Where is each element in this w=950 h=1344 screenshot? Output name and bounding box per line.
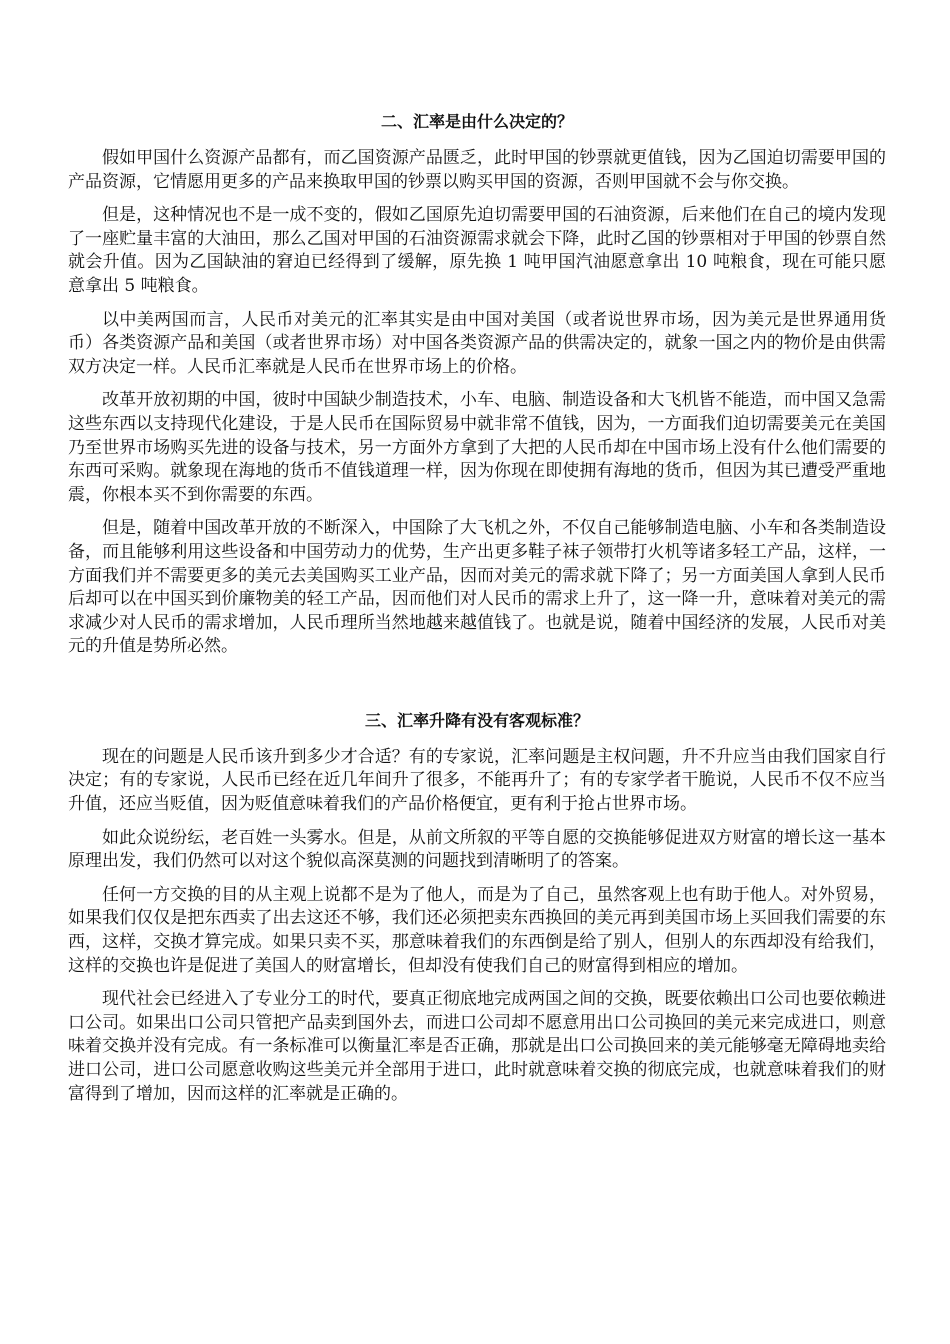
paragraph: 改革开放初期的中国，彼时中国缺少制造技术，小车、电脑、制造设备和大飞机皆不能造，而中国又急需这些东西以支持现代化建设，于是人民币在国际贸易中就非常不值钱，因为，一方面我们迫切需要美元在美国乃至世界市场购买先进的设备与技术，另一方面外方拿到了大把的人民币却在中国市场上没有什么他们需要的东西可采购。就象现在海地的货币不值钱道理一样，因为你现在即使拥有海地的货币，但因为其已遭受严重地震，你根本买不到你需要的东西。 xyxy=(68,390,886,505)
paragraph: 但是，这种情况也不是一成不变的，假如乙国原先迫切需要甲国的石油资源，后来他们在自己的境内发现了一座贮量丰富的大油田，那么乙国对甲国的石油资源需求就会下降，此时乙国的钞票相对于甲国的钞票自然就会升值。因为乙国缺油的窘迫已经得到了缓解，原先换 1 吨甲国汽油愿意拿出 10 吨粮食，现在可能只愿意拿出 5 吨粮食。 xyxy=(68,205,886,296)
paragraph: 现在的问题是人民币该升到多少才合适？有的专家说，汇率问题是主权问题，升不升应当由我们国家自行决定；有的专家说，人民币已经在近几年间升了很多，不能再升了；有的专家学者干脆说，人民币不仅不应当升值，还应当贬值，因为贬值意味着我们的产品价格便宜，更有利于抢占世界市场。 xyxy=(68,746,886,815)
section-heading: 二、汇率是由什么决定的？ xyxy=(380,112,573,131)
section-objective-standard xyxy=(68,709,886,1106)
document-page xyxy=(68,110,886,1116)
section-spacer xyxy=(68,669,886,709)
section-heading: 三、汇率升降有没有客观标准？ xyxy=(364,710,589,730)
paragraph: 假如甲国什么资源产品都有，而乙国资源产品匮乏，此时甲国的钞票就更值钱，因为乙国迫切需要甲国的产品资源，它情愿用更多的产品来换取甲国的钞票以购买甲国的资源，否则甲国就不会与你交换。 xyxy=(68,148,886,192)
paragraph: 如此众说纷纭，老百姓一头雾水。但是，从前文所叙的平等自愿的交换能够促进双方财富的增长这一基本原理出发，我们仍然可以对这个貌似高深莫测的问题找到清晰明了的答案。 xyxy=(68,827,886,872)
paragraph: 任何一方交换的目的从主观上说都不是为了他人，而是为了自己，虽然客观上也有助于他人。对外贸易，如果我们仅仅是把东西卖了出去这还不够，我们还必须把卖东西换回的美元再到美国市场上买回我们需要的东西，这样，交换才算完成。如果只卖不买，那意味着我们的东西倒是给了别人，但别人的东西却没有给我们，这样的交换也许是促进了美国人的财富增长，但却没有使我们自己的财富得到相应的增加。 xyxy=(68,884,886,976)
paragraph: 现代社会已经进入了专业分工的时代，要真正彻底地完成两国之间的交换，既要依赖出口公司也要依赖进口公司。如果出口公司只管把产品卖到国外去，而进口公司却不愿意用出口公司换回的美元来完成进口，则意味着交换并没有完成。有一条标准可以衡量汇率是否正确，那就是出口公司换回来的美元能够毫无障碍地卖给进口公司，进口公司愿意收购这些美元并全部用于进口，此时就意味着交换的彻底完成，也就意味着我们的财富得到了增加，因而这样的汇率就是正确的。 xyxy=(68,989,886,1104)
paragraph: 以中美两国而言，人民币对美元的汇率其实是由中国对美国（或者说世界市场，因为美元是世界通用货币）各类资源产品和美国（或者世界市场）对中国各类资源产品的供需决定的，就象一国之内的物价是由供需双方决定一样。人民币汇率就是人民币在世界市场上的价格。 xyxy=(68,309,886,377)
paragraph: 但是，随着中国改革开放的不断深入，中国除了大飞机之外，不仅自己能够制造电脑、小车和各类制造设备，而且能够利用这些设备和中国劳动力的优势，生产出更多鞋子袜子领带打火机等诸多轻工产品，这样，一方面我们并不需要更多的美元去美国购买工业产品，因而对美元的需求就下降了；另一方面美国人拿到人民币后却可以在中国买到价廉物美的轻工产品，因而他们对人民币的需求上升了，这一降一升，意味着对美元的需求减少对人民币的需求增加，人民币理所当然地越来越值钱了。也就是说，随着中国经济的发展，人民币对美元的升值是势所必然。 xyxy=(68,518,886,657)
section-exchange-rate-determinants xyxy=(68,110,886,659)
